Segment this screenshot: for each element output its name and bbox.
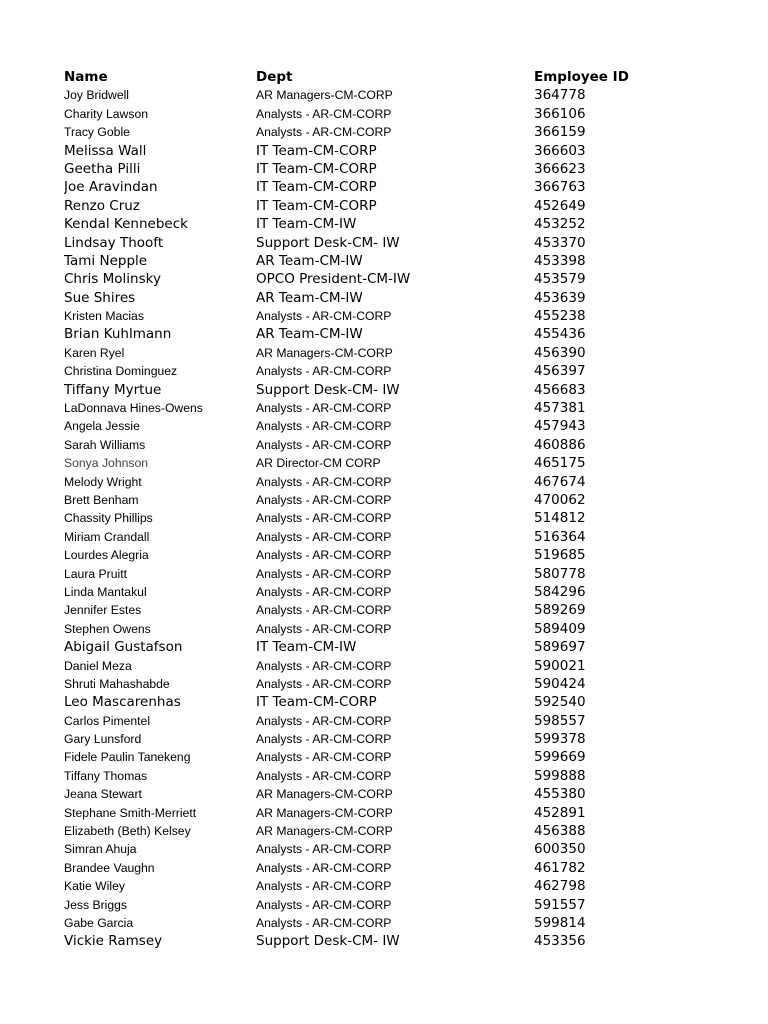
employee-name: Simran Ahuja — [64, 842, 137, 857]
employee-name: Renzo Cruz — [64, 197, 140, 214]
employee-id: 591557 — [534, 896, 586, 913]
employee-id: 467674 — [534, 473, 586, 490]
employee-dept: Support Desk-CM- IW — [256, 933, 400, 950]
employee-name: Karen Ryel — [64, 345, 125, 360]
employee-id: 599888 — [534, 767, 586, 784]
employee-id: 455436 — [534, 326, 586, 343]
table-row — [64, 565, 724, 583]
employee-dept: IT Team-CM-CORP — [256, 160, 377, 177]
table-row — [64, 197, 724, 215]
employee-id: 453356 — [534, 933, 586, 950]
employee-name: Linda Mantakul — [64, 584, 147, 599]
table-row — [64, 215, 724, 233]
employee-id: 462798 — [534, 878, 586, 895]
employee-dept: AR Team-CM-IW — [256, 289, 363, 306]
table-row — [64, 675, 724, 693]
table-row — [64, 914, 724, 932]
employee-id: 589269 — [534, 602, 586, 619]
employee-id: 599669 — [534, 749, 586, 766]
employee-id: 599814 — [534, 914, 586, 931]
employee-name: Stephane Smith-Merriett — [64, 805, 197, 820]
employee-dept: AR Team-CM-IW — [256, 252, 363, 269]
employee-dept: Analysts - AR-CM-CORP — [256, 419, 392, 434]
table-row — [64, 86, 724, 104]
employee-dept: Analysts - AR-CM-CORP — [256, 364, 392, 379]
table-row — [64, 178, 724, 196]
employee-name: Melissa Wall — [64, 142, 147, 159]
employee-dept: AR Managers-CM-CORP — [256, 787, 393, 802]
employee-id: 455238 — [534, 308, 586, 325]
table-row — [64, 252, 724, 270]
employee-id: 457381 — [534, 400, 586, 417]
employee-id: 456683 — [534, 381, 586, 398]
employee-name: Tiffany Thomas — [64, 768, 148, 783]
employee-name: Angela Jessie — [64, 419, 140, 434]
employee-name: Christina Dominguez — [64, 364, 178, 379]
employee-dept: Analysts - AR-CM-CORP — [256, 750, 392, 765]
table-row — [64, 160, 724, 178]
employee-name: Shruti Mahashabde — [64, 676, 170, 691]
table-row — [64, 730, 724, 748]
table-row — [64, 454, 724, 472]
employee-id: 598557 — [534, 712, 586, 729]
employee-dept: Analysts - AR-CM-CORP — [256, 529, 392, 544]
employee-id: 366763 — [534, 179, 586, 196]
employee-name: Leo Mascarenhas — [64, 694, 181, 711]
employee-name: Tiffany Myrtue — [64, 381, 162, 398]
employee-dept: AR Team-CM-IW — [256, 326, 363, 343]
employee-id: 590021 — [534, 657, 586, 674]
table-row — [64, 491, 724, 509]
employee-name: Brett Benham — [64, 492, 139, 507]
employee-name: Tami Nepple — [64, 252, 148, 269]
employee-id: 453398 — [534, 252, 586, 269]
table-header-row — [64, 68, 724, 86]
employee-dept: Analysts - AR-CM-CORP — [256, 125, 392, 140]
table-row — [64, 528, 724, 546]
table-row — [64, 767, 724, 785]
employee-dept: Analysts - AR-CM-CORP — [256, 713, 392, 728]
table-row — [64, 105, 724, 123]
table-row — [64, 620, 724, 638]
table-row — [64, 877, 724, 895]
employee-id: 453370 — [534, 234, 586, 251]
employee-name: Elizabeth (Beth) Kelsey — [64, 824, 191, 839]
employee-dept: Analysts - AR-CM-CORP — [256, 842, 392, 857]
table-row — [64, 325, 724, 343]
table-row — [64, 822, 724, 840]
table-row — [64, 289, 724, 307]
employee-name: Brandee Vaughn — [64, 860, 155, 875]
employee-id: 455380 — [534, 786, 586, 803]
employee-dept: Analysts - AR-CM-CORP — [256, 548, 392, 563]
table-row — [64, 583, 724, 601]
employee-id: 519685 — [534, 547, 586, 564]
employee-name: Chris Molinsky — [64, 271, 161, 288]
employee-dept: IT Team-CM-CORP — [256, 179, 377, 196]
employee-dept: Analysts - AR-CM-CORP — [256, 732, 392, 747]
table-row — [64, 307, 724, 325]
employee-name: Daniel Meza — [64, 658, 132, 673]
employee-id: 470062 — [534, 491, 586, 508]
employee-dept: Analysts - AR-CM-CORP — [256, 897, 392, 912]
employee-dept: Analysts - AR-CM-CORP — [256, 658, 392, 673]
employee-id: 366603 — [534, 142, 586, 159]
employee-id: 599378 — [534, 731, 586, 748]
employee-dept: IT Team-CM-CORP — [256, 142, 377, 159]
employee-name: Miriam Crandall — [64, 529, 150, 544]
employee-id: 453639 — [534, 289, 586, 306]
employee-name: Jess Briggs — [64, 897, 127, 912]
table-row — [64, 546, 724, 564]
table-row — [64, 436, 724, 454]
employee-name: Abigail Gustafson — [64, 639, 183, 656]
employee-id: 589409 — [534, 620, 586, 637]
employee-id: 456390 — [534, 344, 586, 361]
table-row — [64, 381, 724, 399]
employee-name: Katie Wiley — [64, 879, 125, 894]
employee-id: 456388 — [534, 823, 586, 840]
header-employee-id: Employee ID — [534, 69, 629, 85]
employee-dept: Analysts - AR-CM-CORP — [256, 860, 392, 875]
employee-name: Lourdes Alegria — [64, 548, 149, 563]
employee-id: 592540 — [534, 694, 586, 711]
employee-dept: IT Team-CM-IW — [256, 216, 357, 233]
employee-name: Geetha Pilli — [64, 160, 141, 177]
employee-name: Kristen Macias — [64, 309, 144, 324]
employee-name: Stephen Owens — [64, 621, 151, 636]
table-row — [64, 234, 724, 252]
employee-dept: Analysts - AR-CM-CORP — [256, 437, 392, 452]
employee-name: Kendal Kennebeck — [64, 216, 188, 233]
employee-name: Gabe Garcia — [64, 915, 134, 930]
employee-dept: Analysts - AR-CM-CORP — [256, 511, 392, 526]
employee-id: 453579 — [534, 271, 586, 288]
employee-dept: IT Team-CM-CORP — [256, 197, 377, 214]
employee-name: Joy Bridwell — [64, 88, 130, 103]
employee-id: 366159 — [534, 124, 586, 141]
table-row — [64, 123, 724, 141]
employee-dept: Analysts - AR-CM-CORP — [256, 879, 392, 894]
employee-dept: Support Desk-CM- IW — [256, 381, 400, 398]
employee-id: 452649 — [534, 197, 586, 214]
table-row — [64, 509, 724, 527]
table-row — [64, 657, 724, 675]
employee-dept: AR Managers-CM-CORP — [256, 88, 393, 103]
employee-id: 366106 — [534, 105, 586, 122]
employee-dept: OPCO President-CM-IW — [256, 271, 411, 288]
employee-id: 460886 — [534, 436, 586, 453]
employee-name: Melody Wright — [64, 474, 142, 489]
employee-name: LaDonnava Hines-Owens — [64, 401, 203, 416]
employee-dept: Analysts - AR-CM-CORP — [256, 474, 392, 489]
employee-name: Carlos Pimentel — [64, 713, 151, 728]
employee-id: 580778 — [534, 565, 586, 582]
employee-id: 453252 — [534, 216, 586, 233]
table-row — [64, 712, 724, 730]
employee-name: Gary Lunsford — [64, 732, 142, 747]
employee-id: 452891 — [534, 804, 586, 821]
employee-dept: Support Desk-CM- IW — [256, 234, 400, 251]
employee-name: Brian Kuhlmann — [64, 326, 172, 343]
employee-name: Jennifer Estes — [64, 603, 142, 618]
employee-id: 465175 — [534, 455, 586, 472]
employee-dept: IT Team-CM-CORP — [256, 694, 377, 711]
employee-dept: AR Managers-CM-CORP — [256, 345, 393, 360]
table-row — [64, 804, 724, 822]
table-row — [64, 932, 724, 950]
employee-id: 457943 — [534, 418, 586, 435]
employee-dept: Analysts - AR-CM-CORP — [256, 106, 392, 121]
employee-dept: Analysts - AR-CM-CORP — [256, 584, 392, 599]
table-row — [64, 270, 724, 288]
employee-dept: Analysts - AR-CM-CORP — [256, 603, 392, 618]
employee-dept: Analysts - AR-CM-CORP — [256, 915, 392, 930]
employee-dept: Analysts - AR-CM-CORP — [256, 492, 392, 507]
table-row — [64, 840, 724, 858]
table-row — [64, 473, 724, 491]
employee-name: Sarah Williams — [64, 437, 146, 452]
table-row — [64, 859, 724, 877]
table-row — [64, 344, 724, 362]
table-row — [64, 785, 724, 803]
employee-dept: Analysts - AR-CM-CORP — [256, 401, 392, 416]
employee-dept: AR Director-CM CORP — [256, 456, 381, 471]
employee-id: 584296 — [534, 583, 586, 600]
employee-id: 456397 — [534, 363, 586, 380]
employee-name: Lindsay Thooft — [64, 234, 164, 251]
table-row — [64, 693, 724, 711]
employee-dept: Analysts - AR-CM-CORP — [256, 676, 392, 691]
employee-dept: Analysts - AR-CM-CORP — [256, 621, 392, 636]
employee-id: 590424 — [534, 675, 586, 692]
employee-table — [64, 68, 724, 951]
employee-name: Laura Pruitt — [64, 566, 128, 581]
employee-id: 600350 — [534, 841, 586, 858]
header-dept: Dept — [256, 69, 293, 85]
table-row — [64, 601, 724, 619]
employee-name: Sue Shires — [64, 289, 136, 306]
employee-name: Fidele Paulin Tanekeng — [64, 750, 191, 765]
employee-name: Joe Aravindan — [64, 179, 158, 196]
table-row — [64, 896, 724, 914]
employee-id: 364778 — [534, 87, 586, 104]
employee-id: 514812 — [534, 510, 586, 527]
employee-name: Charity Lawson — [64, 106, 148, 121]
employee-id: 516364 — [534, 528, 586, 545]
employee-name: Jeana Stewart — [64, 787, 142, 802]
table-row — [64, 362, 724, 380]
employee-id: 461782 — [534, 859, 586, 876]
table-row — [64, 142, 724, 160]
employee-name: Vickie Ramsey — [64, 933, 163, 950]
table-row — [64, 638, 724, 656]
header-name: Name — [64, 69, 108, 85]
table-row — [64, 748, 724, 766]
employee-dept: AR Managers-CM-CORP — [256, 805, 393, 820]
employee-dept: Analysts - AR-CM-CORP — [256, 768, 392, 783]
employee-dept: IT Team-CM-IW — [256, 639, 357, 656]
employee-name: Sonya Johnson — [64, 456, 149, 471]
table-row — [64, 417, 724, 435]
employee-name: Tracy Goble — [64, 125, 130, 140]
employee-id: 366623 — [534, 160, 586, 177]
employee-dept: Analysts - AR-CM-CORP — [256, 566, 392, 581]
employee-name: Chassity Phillips — [64, 511, 153, 526]
employee-dept: AR Managers-CM-CORP — [256, 824, 393, 839]
table-body — [64, 86, 724, 950]
table-row — [64, 399, 724, 417]
employee-dept: Analysts - AR-CM-CORP — [256, 309, 392, 324]
employee-id: 589697 — [534, 639, 586, 656]
